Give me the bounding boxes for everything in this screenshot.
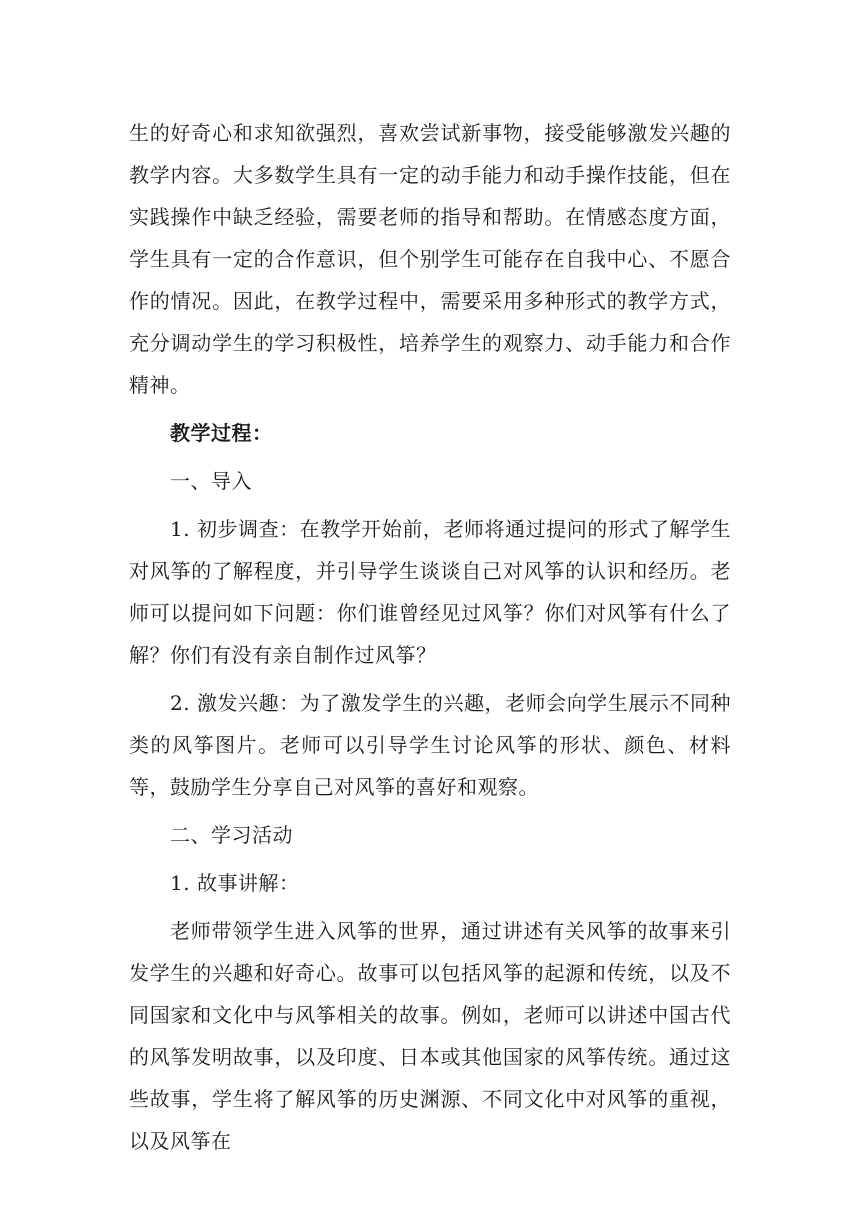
paragraph-student-analysis: 生的好奇心和求知欲强烈，喜欢尝试新事物，接受能够激发兴趣的教学内容。大多数学生具有一定的动手能力和动手操作技能，但在实践操作中缺乏经验，需要老师的指导和帮助。在情感态度方面，学生具有一定的合作意识，但个别学生可能存在自我中心、不愿合作的情况。因此，在教学过程中，需要采用多种形式的教学方式，充分调动学生的学习积极性，培养学生的观察力、动手能力和合作精神。 bbox=[129, 121, 731, 397]
item-story-explanation: 1. 故事讲解： bbox=[170, 871, 300, 895]
item-initial-survey: 1. 初步调查：在教学开始前，老师将通过提问的形式了解学生对风筝的了解程度，并引导学生谈谈自己对风筝的认识和经历。老师可以提问如下问题：你们谁曾经见过风筝？你们对风筝有什么了解？你们有没有亲自制作过风筝？ bbox=[129, 517, 731, 667]
section-learning-activities: 二、学习活动 bbox=[170, 823, 293, 847]
paragraph-story: 老师带领学生进入风筝的世界，通过讲述有关风筝的故事来引发学生的兴趣和好奇心。故事可以包括风筝的起源和传统，以及不同国家和文化中与风筝相关的故事。例如，老师可以讲述中国古代的风筝发明故事，以及印度、日本或其他国家的风筝传统。通过这些故事，学生将了解风筝的历史渊源、不同文化中对风筝的重视，以及风筝在 bbox=[129, 919, 731, 1153]
document-body bbox=[129, 112, 731, 1162]
item-stimulate-interest: 2. 激发兴趣：为了激发学生的兴趣，老师会向学生展示不同种类的风筝图片。老师可以引导学生讨论风筝的形状、颜色、材料等，鼓励学生分享自己对风筝的喜好和观察。 bbox=[129, 691, 731, 799]
section-introduction: 一、导入 bbox=[170, 469, 252, 493]
heading-teaching-process: 教学过程： bbox=[170, 421, 273, 445]
